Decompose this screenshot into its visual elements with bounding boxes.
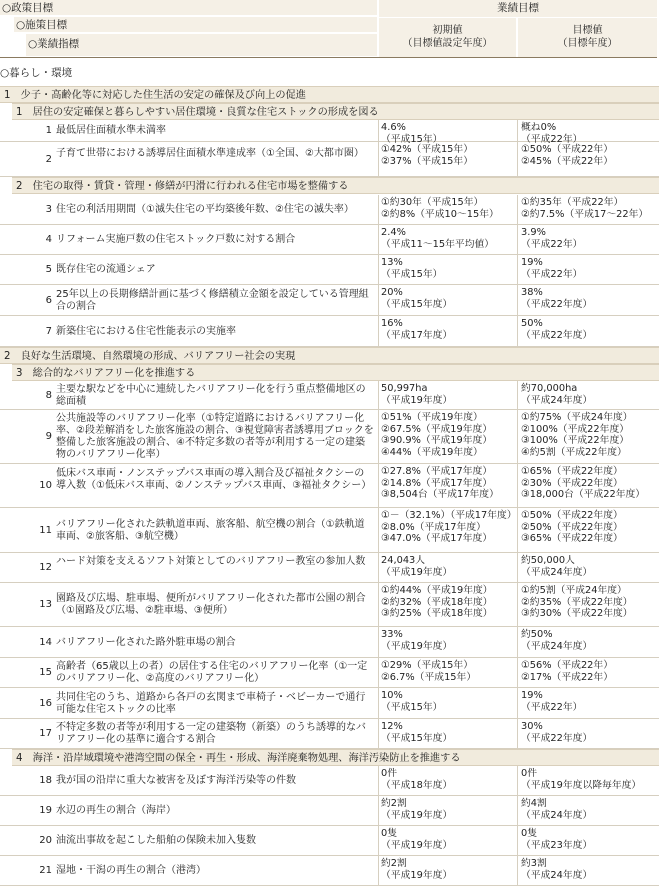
row-initial-value: 12% （平成15年度） <box>381 721 453 744</box>
column-divider <box>378 796 379 826</box>
row-initial-value: ①42%（平成15年） ②37%（平成15年） <box>381 144 474 167</box>
table-row <box>0 688 659 719</box>
row-target-value: 19% （平成22年） <box>521 690 583 713</box>
table-row <box>0 719 659 749</box>
row-label: 最低居住面積水準未満率 <box>56 125 166 136</box>
row-initial-value: 24,043人 （平成19年度） <box>381 555 453 578</box>
table-row <box>0 553 659 583</box>
row-initial-value: 約2割 （平成19年度） <box>381 798 453 821</box>
header-left <box>0 0 377 57</box>
column-divider <box>517 688 518 719</box>
column-divider <box>378 627 379 658</box>
column-divider <box>517 796 518 826</box>
column-divider <box>517 195 518 225</box>
column-divider <box>517 464 518 508</box>
row-label: 25年以上の長期修繕計画に基づく修繕積立金額を設定している管理組合の割合 <box>56 288 369 312</box>
row-initial-value: 33% （平成19年度） <box>381 629 453 652</box>
row-initial-value: 0件 （平成18年度） <box>381 768 453 791</box>
column-divider <box>517 410 518 464</box>
column-divider <box>517 142 518 177</box>
measure-goal-label: ○施策目標 <box>14 17 377 33</box>
row-target-value: ①65%（平成22年度） ②30%（平成22年度） ③18,000台（平成22年度） <box>521 466 646 500</box>
column-divider <box>517 627 518 658</box>
header-right <box>379 0 657 57</box>
column-divider <box>378 464 379 508</box>
row-target-value: ①約35年（平成22年） ②約7.5%（平成17～22年） <box>521 197 649 220</box>
column-divider <box>378 658 379 688</box>
group-heading: 2 住宅の取得・賃貸・管理・修繕が円滑に行われる住宅市場を整備する <box>12 177 659 194</box>
row-target-value: 約3割 （平成24年度） <box>521 858 593 881</box>
results-goal-label: 業績目標 <box>379 0 657 18</box>
row-label: 公共施設等のバリアフリー化率（①特定道路におけるバリアフリー化率、②段差解消をした旅客施設の割合、③視覚障害者誘導用ブロックを整備した旅客施設の割合、④不特定多数の者等が利用する一定の建築物のバリアフリー化率） <box>56 413 374 460</box>
table-row <box>0 142 659 177</box>
column-divider <box>517 719 518 749</box>
row-target-value: ①50%（平成22年度） ②50%（平成22年度） ③65%（平成22年度） <box>521 510 623 544</box>
row-number: 17 <box>39 728 52 739</box>
row-initial-value: ①29%（平成15年） ②6.7%（平成15年） <box>381 660 477 683</box>
row-number: 7 <box>45 325 52 337</box>
row-initial-value: 10% （平成15年） <box>381 690 443 713</box>
row-target-value: 30% （平成22年度） <box>521 721 593 744</box>
column-divider <box>517 508 518 553</box>
column-divider <box>378 316 379 347</box>
row-initial-value: ①27.8%（平成17年度） ②14.8%（平成17年度） ③8,504台（平成17年度） <box>381 466 499 500</box>
column-divider <box>378 508 379 553</box>
table-row <box>0 120 659 145</box>
row-number: 15 <box>39 667 52 678</box>
row-initial-value: 50,997ha （平成19年度） <box>381 383 453 406</box>
row-initial-value: ①51%（平成19年度） ②67.5%（平成19年度） ③90.9%（平成19年度） ④44%（平成19年度） <box>381 412 493 458</box>
indicator-label: ○業績指標 <box>26 34 377 57</box>
row-number: 3 <box>45 204 52 215</box>
table-row <box>0 410 659 464</box>
column-divider <box>378 142 379 177</box>
column-divider <box>517 583 518 627</box>
initial-value-label: 初期値 （目標値設定年度） <box>379 18 516 57</box>
row-initial-value: 20% （平成15年度） <box>381 287 453 310</box>
section-title: ○暮らし・環境 <box>0 67 73 79</box>
row-target-value: 38% （平成22年度） <box>521 287 593 310</box>
column-divider <box>517 225 518 255</box>
row-initial-value: 16% （平成17年度） <box>381 318 453 341</box>
row-initial-value: 13% （平成15年） <box>381 257 443 280</box>
row-target-value: 約50,000人 （平成24年度） <box>521 555 593 578</box>
column-divider <box>378 553 379 583</box>
column-divider <box>517 553 518 583</box>
row-target-value: 3.9% （平成22年） <box>521 227 583 250</box>
row-label: リフォーム実施戸数の住宅ストック戸数に対する割合 <box>56 234 296 245</box>
column-divider <box>517 255 518 285</box>
row-target-value: 0隻 （平成23年度） <box>521 828 593 851</box>
row-initial-value: ①約30年（平成15年） ②約8%（平成10～15年） <box>381 197 499 220</box>
row-target-value: 19% （平成22年） <box>521 257 583 280</box>
row-label: 油流出事故を起こした船舶の保険未加入隻数 <box>56 835 256 846</box>
row-target-value: 50% （平成22年度） <box>521 318 593 341</box>
table-row <box>0 583 659 627</box>
policy-goal-label: ○政策目標 <box>0 0 377 16</box>
row-target-value: ①50%（平成22年） ②45%（平成22年） <box>521 144 614 167</box>
column-divider <box>378 195 379 225</box>
row-number: 16 <box>39 697 52 709</box>
row-target-value: ①約5割（平成24年度） ②約35%（平成22年度） ③約30%（平成22年度） <box>521 585 633 619</box>
column-divider <box>378 381 379 410</box>
column-divider <box>517 120 518 142</box>
table-row <box>0 856 659 886</box>
row-label: 主要な駅などを中心に連続したバリアフリー化を行う重点整備地区の総面積 <box>56 383 366 407</box>
group-heading: 3 総合的なバリアフリー化を推進する <box>12 364 659 381</box>
column-divider <box>378 583 379 627</box>
row-label: 新築住宅における住宅性能表示の実施率 <box>56 325 236 337</box>
row-number: 21 <box>39 865 52 876</box>
row-number: 6 <box>45 294 52 306</box>
row-label: ハード対策を支えるソフト対策としてのバリアフリー教室の参加人数 <box>56 556 366 567</box>
table-header <box>0 0 657 58</box>
row-label: 我が国の沿岸に重大な被害を及ぼす海洋汚染等の件数 <box>56 775 296 786</box>
row-number: 12 <box>39 562 52 573</box>
row-number: 2 <box>45 153 52 165</box>
column-divider <box>378 856 379 886</box>
row-label: バリアフリー化された鉄軌道車両、旅客船、航空機の割合（①鉄軌道車両、②旅客船、③航空機） <box>56 518 365 542</box>
column-divider <box>517 766 518 796</box>
target-value-label: 目標値 （目標年度） <box>518 18 657 57</box>
row-label: 高齢者（65歳以上の者）の居住する住宅のバリアフリー化率（①一定のバリアフリー化、②高度のバリアフリー化） <box>56 661 368 684</box>
table-row <box>0 316 659 347</box>
table-row <box>0 195 659 225</box>
row-label: 子育て世帯における誘導居住面積水準達成率（①全国、②大都市圏） <box>56 147 364 159</box>
row-target-value: ①56%（平成22年） ②17%（平成22年） <box>521 660 614 683</box>
row-label: 住宅の利活用期間（①滅失住宅の平均築後年数、②住宅の滅失率） <box>56 204 354 215</box>
row-number: 13 <box>39 599 52 610</box>
row-target-value: 約70,000ha （平成24年度） <box>521 383 593 406</box>
row-number: 4 <box>45 234 52 245</box>
row-target-value: 約4割 （平成24年度） <box>521 798 593 821</box>
column-divider <box>378 255 379 285</box>
row-number: 11 <box>39 524 52 536</box>
row-number: 8 <box>45 389 52 401</box>
row-number: 5 <box>45 264 52 275</box>
group-heading: 1 居住の安定確保と暮らしやすい居住環境・良質な住宅ストックの形成を図る <box>12 103 659 120</box>
table-row <box>0 826 659 856</box>
row-initial-value: 2.4% （平成11～15年平均値） <box>381 227 495 250</box>
column-divider <box>378 120 379 142</box>
row-target-value: 0件 （平成19年度以降毎年度） <box>521 768 642 791</box>
group-heading: 2 良好な生活環境、自然環境の形成、バリアフリー社会の実現 <box>0 347 659 364</box>
row-target-value: 概ね0% （平成22年） <box>521 122 583 145</box>
column-divider <box>378 826 379 856</box>
column-divider <box>378 285 379 316</box>
table-row <box>0 255 659 285</box>
row-number: 9 <box>45 431 52 442</box>
row-label: 不特定多数の者等が利用する一定の建築物（新築）のうち誘導的なバリアフリー化の基準に適合する割合 <box>56 722 366 745</box>
column-divider <box>517 381 518 410</box>
row-number: 1 <box>45 125 52 136</box>
table-row <box>0 464 659 508</box>
row-initial-value: ①－（32.1%）（平成17年度） ②8.0%（平成17年度） ③47.0%（平成17年度） <box>381 510 517 544</box>
row-label: 共同住宅のうち、道路から各戸の玄関まで車椅子・ベビーカーで通行可能な住宅ストックの比率 <box>56 691 366 715</box>
table-row <box>0 225 659 255</box>
row-label: 園路及び広場、駐車場、便所がバリアフリー化された都市公園の割合（①園路及び広場、②駐車場、③便所） <box>56 593 366 616</box>
row-label: 既存住宅の流通シェア <box>56 264 156 275</box>
column-divider <box>378 719 379 749</box>
row-label: バリアフリー化された路外駐車場の割合 <box>56 636 236 648</box>
column-divider <box>517 856 518 886</box>
table-row <box>0 627 659 658</box>
row-initial-value: ①約44%（平成19年度） ②約32%（平成18年度） ③約25%（平成18年度） <box>381 585 493 619</box>
column-divider <box>378 225 379 255</box>
table-row <box>0 658 659 688</box>
row-label: 湿地・干潟の再生の割合（港湾） <box>56 865 206 876</box>
group-heading: 1 少子・高齢化等に対応した住生活の安定の確保及び向上の促進 <box>0 86 659 103</box>
row-number: 10 <box>39 480 52 491</box>
row-number: 14 <box>39 636 52 648</box>
row-target-value: ①約75%（平成24年度） ②100%（平成22年度） ③100%（平成22年度） ④約5割（平成22年度） <box>521 412 633 458</box>
table-row <box>0 285 659 316</box>
column-divider <box>517 316 518 347</box>
table-row <box>0 508 659 553</box>
table-row <box>0 381 659 410</box>
row-number: 18 <box>39 775 52 786</box>
column-divider <box>517 826 518 856</box>
column-divider <box>378 688 379 719</box>
column-divider <box>517 285 518 316</box>
row-label: 水辺の再生の割合（海岸） <box>56 805 176 816</box>
table-row <box>0 796 659 826</box>
row-label: 低床バス車両・ノンステップバス車両の導入割合及び福祉タクシーの導入数（①低床バス車両、②ノンステップバス車両、③福祉タクシー） <box>56 468 372 491</box>
column-divider <box>378 410 379 464</box>
row-number: 20 <box>39 835 52 846</box>
table-row <box>0 766 659 796</box>
column-divider <box>378 766 379 796</box>
row-target-value: 約50% （平成24年度） <box>521 629 593 652</box>
group-heading: 4 海洋・沿岸域環境や港湾空間の保全・再生・形成、海洋廃棄物処理、海洋汚染防止を推進する <box>12 749 659 766</box>
row-initial-value: 約2割 （平成19年度） <box>381 858 453 881</box>
row-number: 19 <box>39 805 52 816</box>
row-initial-value: 4.6% （平成15年） <box>381 122 443 145</box>
column-divider <box>517 658 518 688</box>
row-initial-value: 0隻 （平成19年度） <box>381 828 453 851</box>
